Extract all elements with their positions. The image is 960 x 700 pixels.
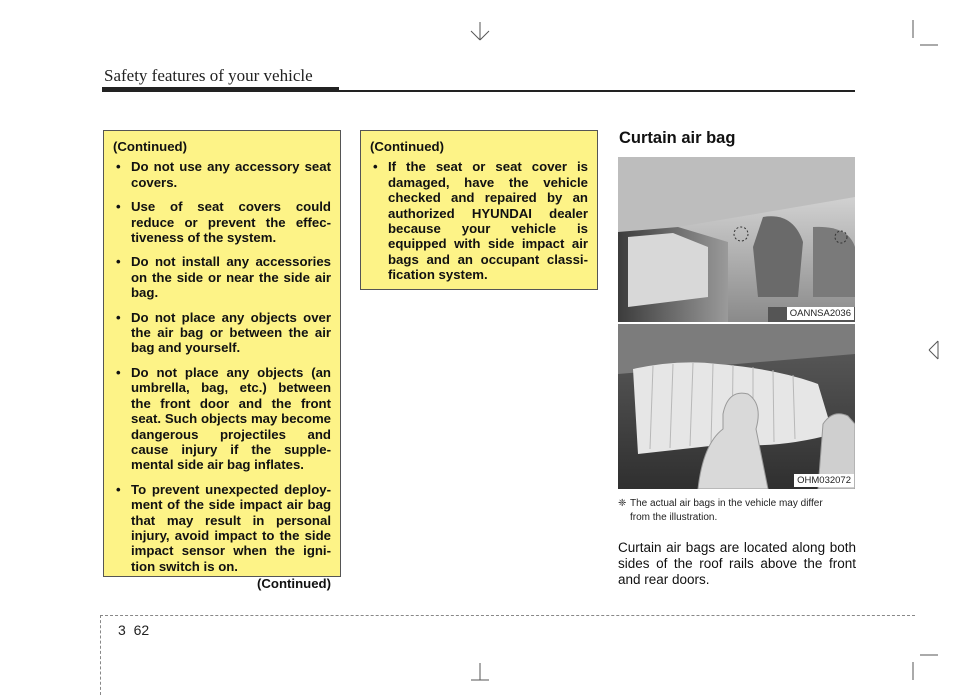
page-number-value: 62 <box>133 622 150 638</box>
warning-item: • Do not place any objects (an umbrella, bag, etc.) between the front door and the front seat. Such objects may become dangerous projectiles and cause injury if the supple-mental side air bag inflates. <box>116 364 331 473</box>
header-rule-thick <box>102 87 339 92</box>
bullet-icon: • <box>373 159 378 175</box>
footer-divider <box>100 615 915 616</box>
page-number <box>118 622 149 638</box>
warning-list <box>113 159 331 574</box>
chapter-number: 3 <box>118 622 126 638</box>
curtain-airbag-illustration <box>618 324 855 489</box>
warning-list <box>370 159 588 282</box>
warning-item: • If the seat or seat cover is damaged, have the vehicle checked and repaired by an authorized HYUNDAI dealer because your vehicle is equipped with side impact air bags and an occupant classi-fication system. <box>373 159 588 283</box>
image-code-label: OANNSA2036 <box>787 307 854 320</box>
section-title: Curtain air bag <box>619 129 736 147</box>
continued-label: (Continued) <box>370 139 444 154</box>
continued-end-label: (Continued) <box>257 576 331 592</box>
header-rule-thin <box>339 90 855 92</box>
warning-item: • Do not use any accessory seat covers. <box>116 159 331 190</box>
continued-label: (Continued) <box>113 139 187 154</box>
warning-item: • Do not place any objects over the air bag or between the air bag and yourself. <box>116 309 331 356</box>
note-line: from the illustration. <box>630 511 718 523</box>
bullet-icon: • <box>116 159 121 175</box>
footer-divider-vertical <box>100 615 101 695</box>
image-code-label: OHM032072 <box>794 474 854 487</box>
car-interior-illustration <box>618 157 855 322</box>
bullet-icon: • <box>116 364 121 380</box>
note-line: ❈ The actual air bags in the vehicle may differ <box>618 498 823 509</box>
header-title: Safety features of your vehicle <box>104 66 313 85</box>
bullet-icon: • <box>116 254 121 270</box>
body-paragraph: Curtain air bags are located along both sides of the roof rails above the front and rear doors. <box>618 540 856 587</box>
note-symbol-icon: ❈ <box>618 498 627 509</box>
bullet-icon: • <box>116 481 121 497</box>
warning-item: • Do not install any accessories on the side or near the side air bag. <box>116 254 331 301</box>
bullet-icon: • <box>116 199 121 215</box>
illustration-note <box>618 497 858 524</box>
interior-photo <box>618 157 855 322</box>
warning-box-middle <box>360 130 598 290</box>
airbag-photo <box>618 324 855 489</box>
warning-item: • To prevent unexpected deploy-ment of the side impact air bag that may result in personal injury, avoid impact to the side impact sensor when the igni-tion switch is on. <box>116 481 331 574</box>
bullet-icon: • <box>116 309 121 325</box>
warning-item: • Use of seat covers could reduce or prevent the effec-tiveness of the system. <box>116 199 331 246</box>
warning-box-left <box>103 130 341 592</box>
